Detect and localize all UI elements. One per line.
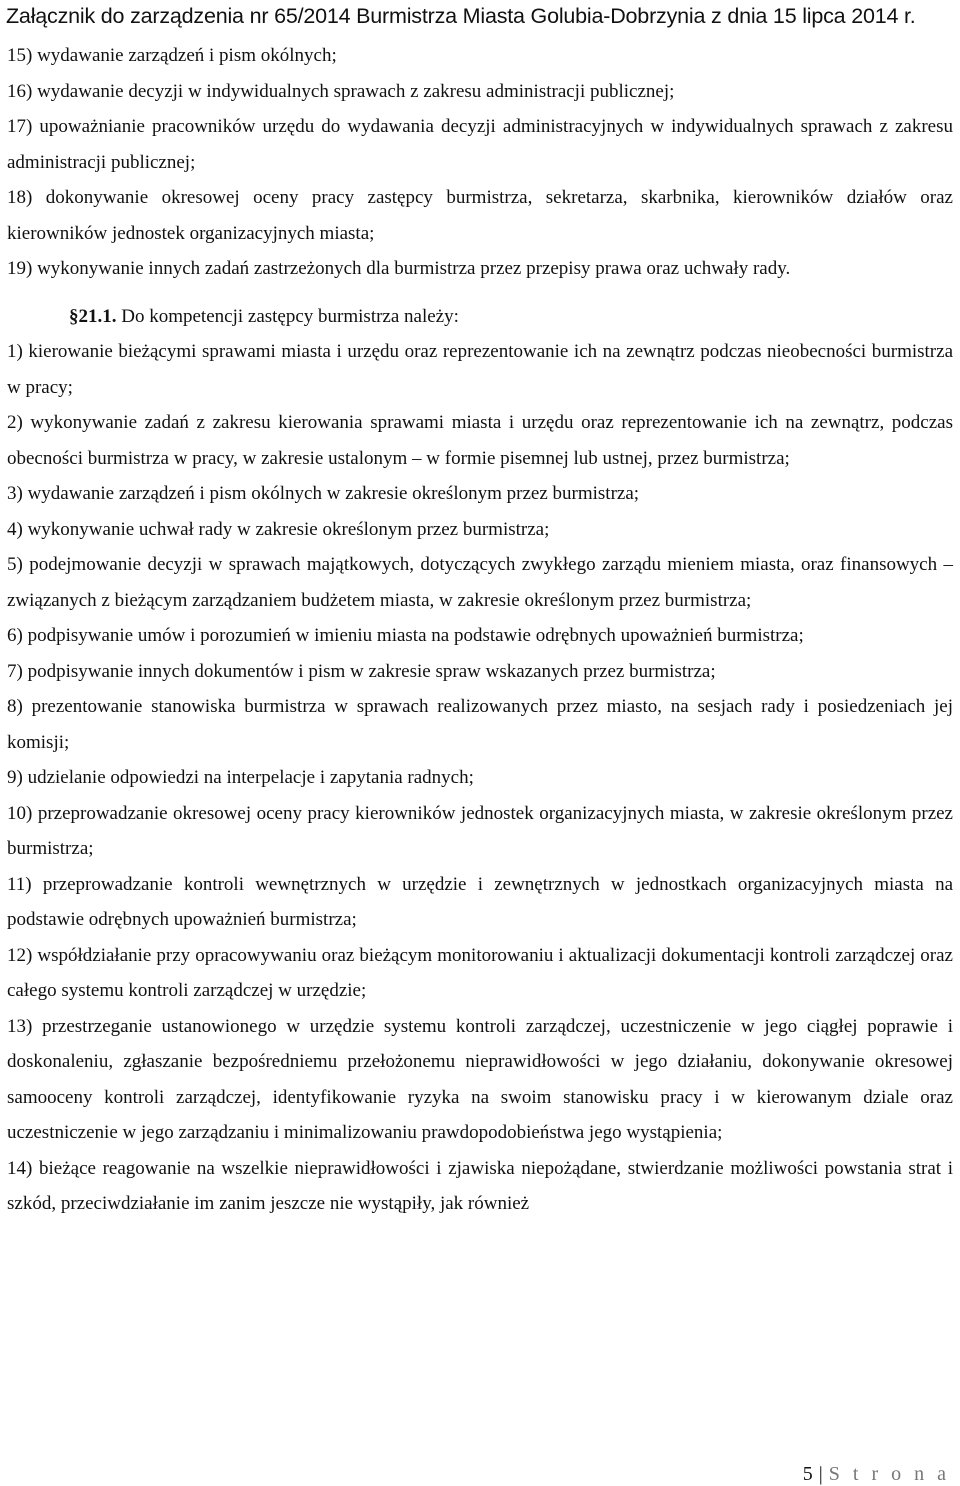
list-item: 11) przeprowadzanie kontroli wewnętrznych w urzędzie i zewnętrznych w jednostkach organizacyjnych miasta na podstawie odrębnych upoważnień burmistrza;	[7, 873, 953, 930]
list-item: 6) podpisywanie umów i porozumień w imieniu miasta na podstawie odrębnych upoważnień burmistrza;	[7, 625, 804, 646]
section-text: Do kompetencji zastępcy burmistrza należy:	[116, 305, 459, 327]
page-number: 5	[802, 1463, 813, 1485]
list-item: 13) przestrzeganie ustanowionego w urzędzie systemu kontroli zarządczej, uczestniczenie w jego ciągłej poprawie i doskonaleniu, zgłaszanie bezpośredniemu przełożonemu nieprawidłowości w jego działaniu, dokonywanie okresowej samooceny kontroli zarządczej, identyfikowanie ryzyka na swoim stanowisku pracy i w kierowanym dziale oraz uczestniczenie w jego zarządzaniu i minimalizowaniu prawdopodobieństwa jego wystąpienia;	[7, 1015, 953, 1143]
list-item: 2) wykonywanie zadań z zakresu kierowania sprawami miasta i urzędu oraz reprezentowanie ich na zewnątrz, podczas obecności burmistrza w pracy, w zakresie ustalonym – w formie pisemnej lub ustnej, przez burmistrza;	[7, 412, 953, 469]
section-21-heading	[7, 299, 953, 335]
list-item: 7) podpisywanie innych dokumentów i pism w zakresie spraw wskazanych przez burmistrza;	[7, 660, 716, 682]
document-body	[7, 38, 953, 1222]
footer-separator: |	[818, 1463, 823, 1485]
section-number: §21.1.	[69, 305, 117, 327]
list-item: 4) wykonywanie uchwał rady w zakresie określonym przez burmistrza;	[7, 518, 550, 540]
list-item: 9) udzielanie odpowiedzi na interpelacje i zapytania radnych;	[7, 767, 474, 788]
page-footer	[803, 1462, 950, 1486]
list-item: 1) kierowanie bieżącymi sprawami miasta i urzędu oraz reprezentowanie ich na zewnątrz podczas nieobecności burmistrza w pracy;	[7, 341, 953, 398]
list-item: 10) przeprowadzanie okresowej oceny pracy kierowników jednostek organizacyjnych miasta, w zakresie określonym przez burmistrza;	[7, 802, 953, 859]
list-item: 3) wydawanie zarządzeń i pism okólnych w zakresie określonym przez burmistrza;	[7, 483, 640, 504]
list-item-16: 16) wydawanie decyzji w indywidualnych sprawach z zakresu administracji publicznej;	[7, 80, 675, 102]
list-item: 12) współdziałanie przy opracowywaniu oraz bieżącym monitorowaniu i aktualizacji dokumentacji kontroli zarządczej oraz całego systemu kontroli zarządczej w urzędzie;	[7, 944, 953, 1001]
list-item-18: 18) dokonywanie okresowej oceny pracy zastępcy burmistrza, sekretarza, skarbnika, kierowników działów oraz kierowników jednostek organizacyjnych miasta;	[7, 187, 953, 244]
list-a	[7, 38, 953, 287]
list-item-19: 19) wykonywanie innych zadań zastrzeżonych dla burmistrza przez przepisy prawa oraz uchwały rady.	[7, 258, 791, 279]
list-item: 5) podejmowanie decyzji w sprawach majątkowych, dotyczących zwykłego zarządu mieniem miasta, oraz finansowych – związanych z bieżącym zarządzaniem budżetem miasta, w zakresie określonym przez burmistrza;	[7, 554, 953, 611]
list-item: 8) prezentowanie stanowiska burmistrza w sprawach realizowanych przez miasto, na sesjach rady i posiedzeniach jej komisji;	[7, 696, 953, 753]
document-header: Załącznik do zarządzenia nr 65/2014 Burmistrza Miasta Golubia-Dobrzynia z dnia 15 lipca 2014 r.	[6, 4, 916, 28]
list-item-17: 17) upoważnianie pracowników urzędu do wydawania decyzji administracyjnych w indywidualnych sprawach z zakresu administracji publicznej;	[7, 116, 953, 173]
page-label: S t r o n a	[828, 1463, 950, 1485]
list-item: 14) bieżące reagowanie na wszelkie nieprawidłowości i zjawiska niepożądane, stwierdzanie możliwości powstania strat i szkód, przeciwdziałanie im zanim jeszcze nie wystąpiły, jak również	[7, 1157, 953, 1214]
list-b	[7, 334, 953, 1222]
list-item-15: 15) wydawanie zarządzeń i pism okólnych;	[7, 45, 337, 66]
